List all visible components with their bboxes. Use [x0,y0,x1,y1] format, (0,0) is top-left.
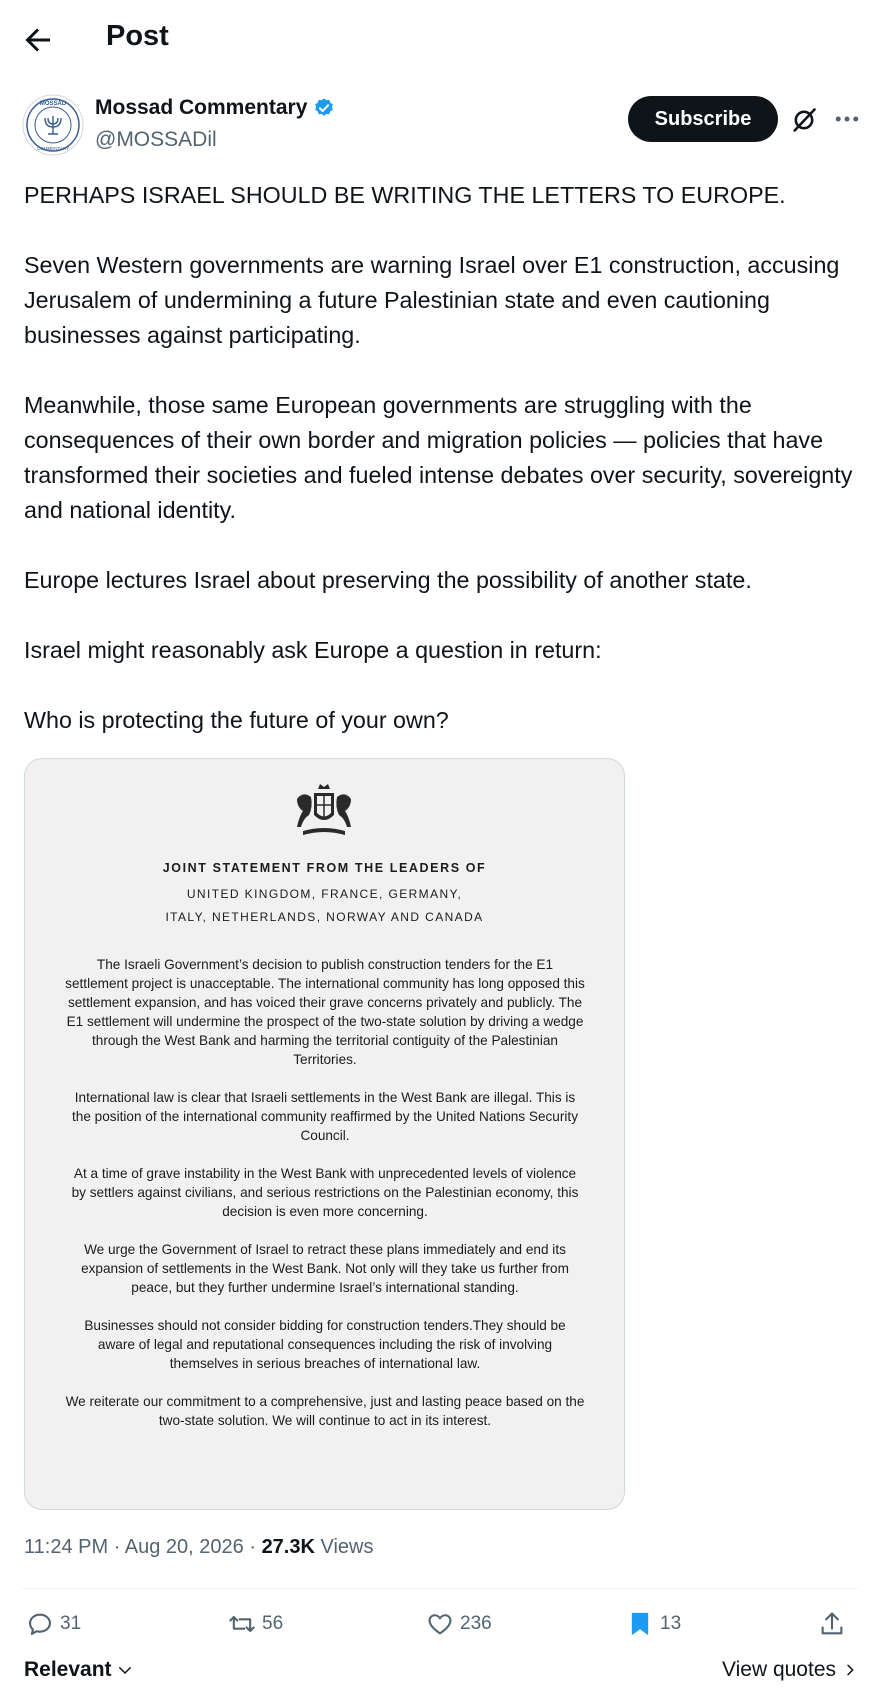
action-bar [0,1600,880,1648]
document-paragraph: We urge the Government of Israel to retract these plans immediately and end its expansion of settlements in the West Bank. Not only will they take us further from peace, but they further undermine Israel’s international standing. [81,1242,569,1295]
sort-relevant-dropdown[interactable] [24,1658,134,1682]
document-subheading: UNITED KINGDOM, FRANCE, GERMANY, [186,887,463,901]
document-subheading: ITALY, NETHERLANDS, NORWAY AND CANADA [165,910,484,924]
top-bar [0,0,880,80]
bookmark-count: 13 [660,1613,682,1634]
author-name[interactable]: Mossad Commentary [95,96,308,119]
tweet-paragraph: Seven Western governments are warning Israel over E1 construction, accusing Jerusalem of undermining a future Palestinian state and even cautioning businesses against participating. [24,252,840,348]
avatar-bottom-text: COMMENTARY [36,146,70,151]
like-count: 236 [460,1613,492,1634]
sort-label: Relevant [24,1658,112,1681]
bookmark-button[interactable] [626,1610,681,1638]
bookmark-icon [626,1610,654,1638]
reply-button[interactable] [26,1610,81,1638]
avatar[interactable] [22,94,84,156]
reply-icon [26,1610,54,1638]
chevron-down-icon [116,1661,134,1679]
chevron-right-icon [842,1662,858,1678]
grok-icon[interactable] [790,106,818,134]
document-paragraph: At a time of grave instability in the West Bank with unprecedented levels of violence by settlers against civilians, and serious restrictions on the Palestinian economy, this decision is even more concerning. [71,1166,579,1219]
more-options-icon[interactable] [832,104,862,134]
author-name-row[interactable] [95,96,335,120]
document-paragraph: International law is clear that Israeli settlements in the West Bank are illegal. This is the position of the international community reaffirmed by the United Nations Security Council. [71,1090,578,1143]
back-arrow-icon[interactable] [20,22,56,58]
views-count: 27.3K [261,1536,315,1558]
document-body [65,955,585,1449]
heart-icon [426,1610,454,1638]
document-paragraph: Businesses should not consider bidding for construction tenders.They should be aware of legal and reputational consequences including the risk of involving themselves in serious breaches of international law. [84,1318,566,1371]
tweet-paragraph: Meanwhile, those same European governments are struggling with the consequences of their own border and migration policies — policies that have transformed their societies and fueled intense debates over security, sovereignty and national identity. [24,392,853,523]
document-heading: JOINT STATEMENT FROM THE LEADERS OF [162,861,487,875]
reply-count: 31 [60,1613,82,1634]
repost-button[interactable] [228,1610,283,1638]
author-handle[interactable]: @MOSSADil [95,128,217,151]
tweet-text [24,178,864,773]
royal-coat-of-arms-icon [287,781,361,845]
attached-image[interactable] [24,758,625,1510]
document-paragraph: We reiterate our commitment to a comprehensive, just and lasting peace based on the two-state solution. We will continue to act in its interest. [65,1394,585,1428]
post-timestamp[interactable]: 11:24 PM · Aug 20, 2026 · [24,1536,262,1558]
views-label: Views [314,1536,374,1558]
subscribe-button[interactable]: Subscribe [628,96,778,142]
view-quotes-link[interactable] [722,1658,858,1682]
view-quotes-label: View quotes [721,1658,836,1681]
tweet-paragraph: Israel might reasonably ask Europe a question in return: [24,637,602,663]
post-meta [24,1536,373,1559]
verified-badge-icon [313,97,335,119]
avatar-text: MOSSAD [39,101,67,107]
repost-count: 56 [262,1613,284,1634]
divider [22,1588,858,1589]
share-icon [818,1610,846,1638]
repost-icon [228,1610,256,1638]
share-button[interactable] [818,1610,846,1638]
document-paragraph: The Israeli Government’s decision to publish construction tenders for the E1 settlement project is unacceptable. The international community has long opposed this settlement expansion, and has voiced their grave concerns privately and publicly. The E1 settlement will undermine the prospect of the two-state solution by driving a wedge through the West Bank and harming the territorial contiguity of the Palestinian Territories. [65,957,585,1067]
tweet-paragraph: Who is protecting the future of your own? [24,707,449,733]
tweet-paragraph: Europe lectures Israel about preserving the possibility of another state. [24,567,752,593]
tweet-paragraph: PERHAPS ISRAEL SHOULD BE WRITING THE LETTERS TO EUROPE. [24,182,786,208]
page-title: Post [106,20,169,52]
like-button[interactable] [426,1610,492,1638]
